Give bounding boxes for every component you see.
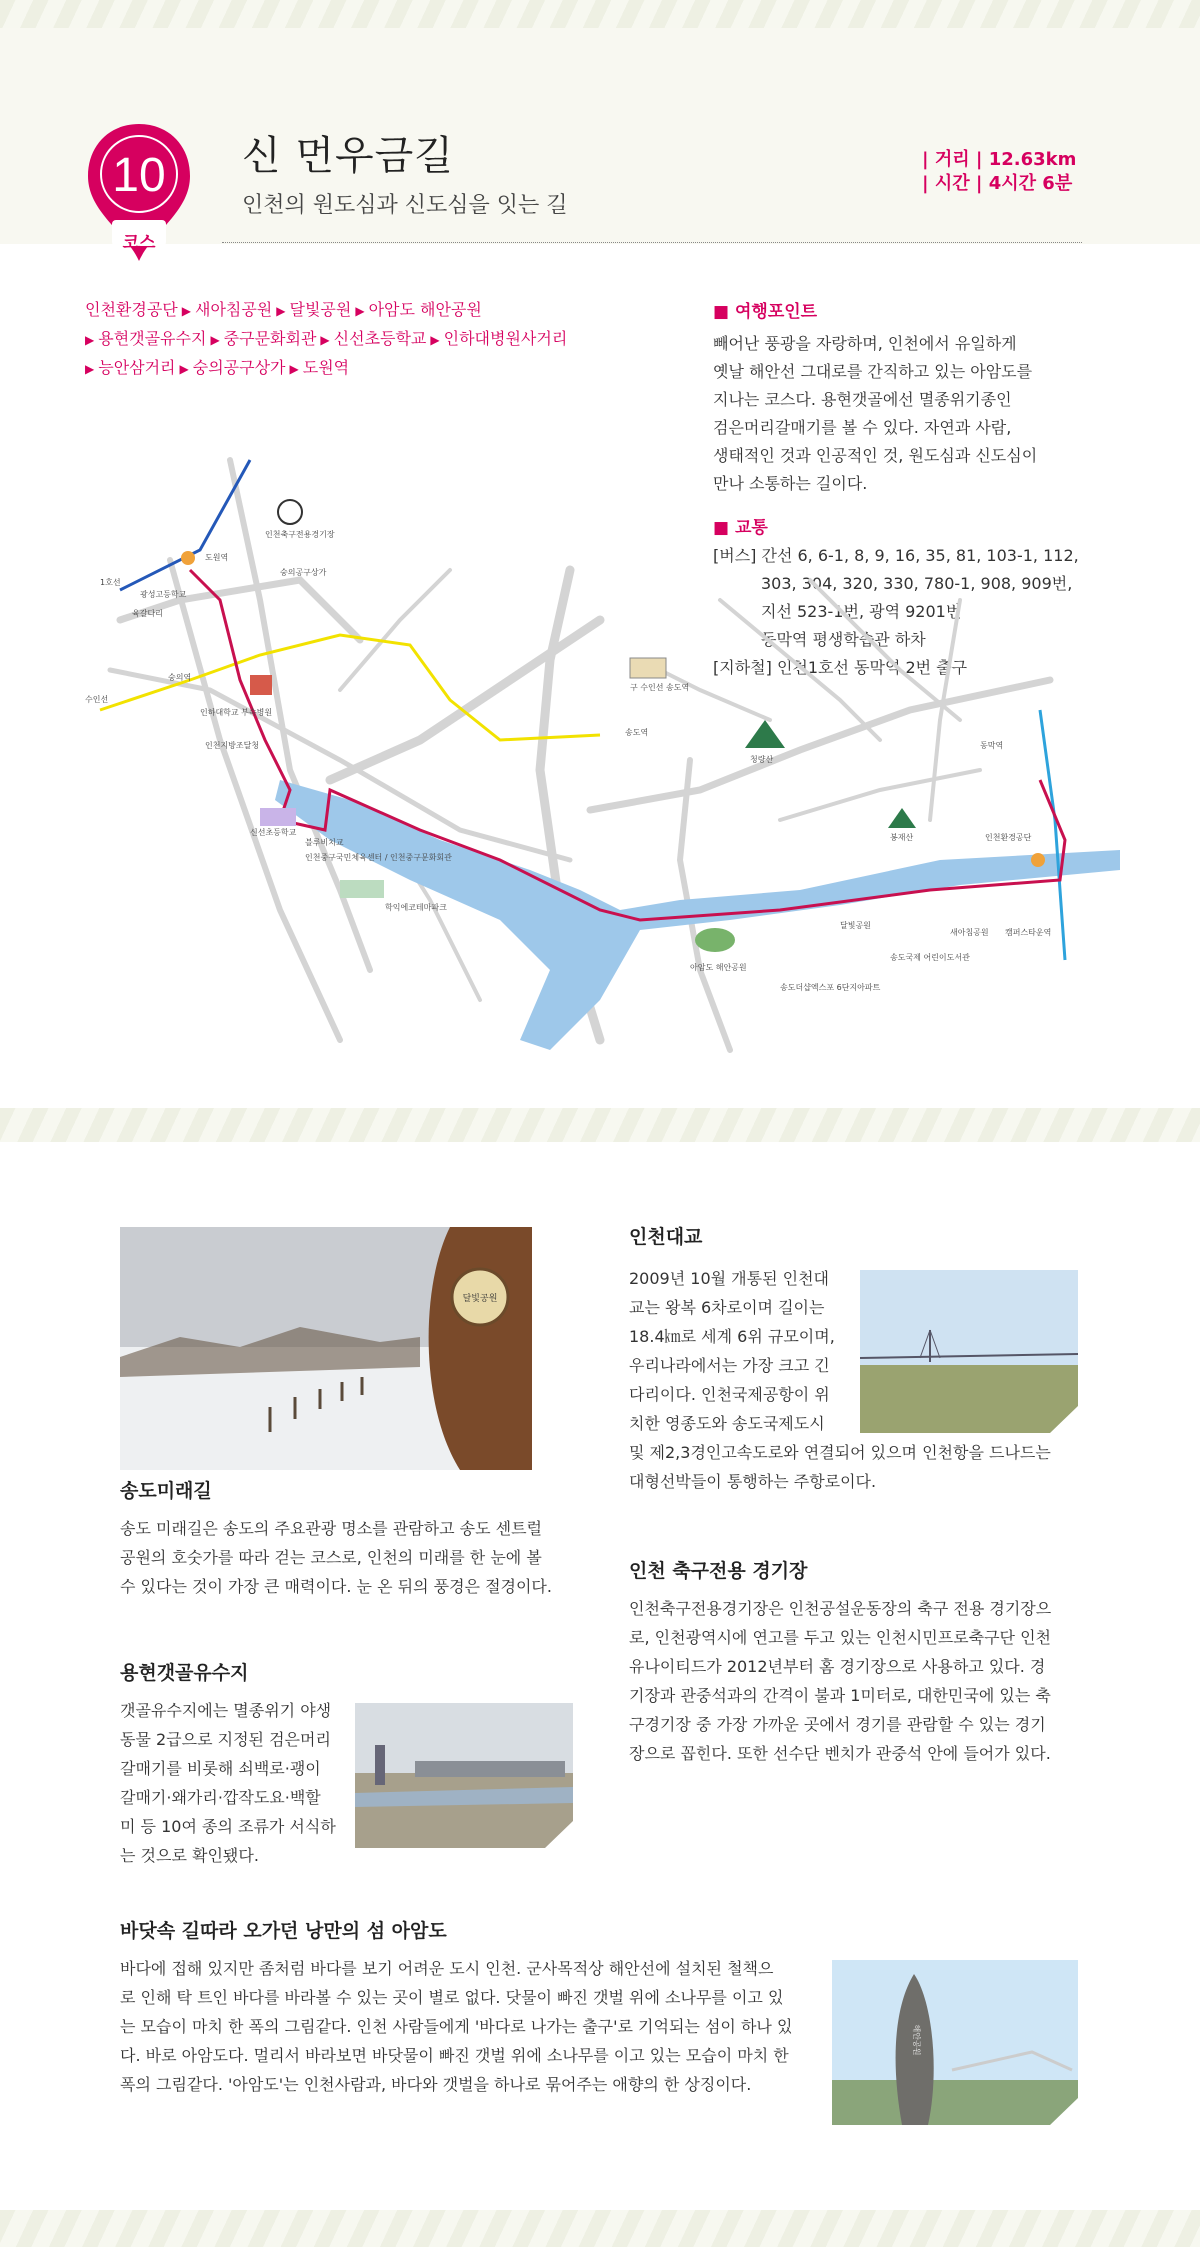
text-line: 18.4㎞로 세계 6위 규모이며,	[629, 1327, 835, 1346]
route-stop: 신선초등학교	[333, 329, 427, 348]
aamdo-title: 바닷속 길따라 오가던 낭만의 섬 아암도	[120, 1920, 447, 1942]
map-blue-rail-2	[1040, 710, 1065, 960]
text-line: 바다에 접해 있지만 좀처럼 바다를 보기 어려운 도시 인천. 군사목적상 해안선에 설치된 철책으	[120, 1959, 774, 1978]
incheon-bridge-body	[629, 1264, 859, 1438]
text-line: 치한 영종도와 송도국제도시	[629, 1414, 825, 1433]
map-label: 수인선	[85, 695, 109, 704]
text-line: 송도 미래길은 송도의 주요관광 명소를 관람하고 송도 센트럴	[120, 1519, 543, 1538]
arrow-right-icon: ▶	[181, 304, 191, 318]
soccer-ball-icon	[278, 500, 302, 524]
bus-line: 303, 304, 320, 330, 780-1, 908, 909번,	[761, 574, 1073, 593]
bridge-image	[860, 1270, 1078, 1433]
text-line: 수 있다는 것이 가장 큰 매력이다. 눈 온 뒤의 풍경은 절경이다.	[120, 1577, 552, 1596]
soccer-stadium-body	[629, 1594, 1089, 1768]
map-label: 봉재산	[890, 833, 914, 842]
travel-line: 생태적인 것과 인공적인 것, 원도심과 신도심이	[713, 446, 1038, 465]
text-line: 장으로 꼽힌다. 또한 선수단 벤치가 관중석 안에 들어가 있다.	[629, 1744, 1051, 1763]
travel-line: 지나는 코스다. 용현갯골에선 멸종위기종인	[713, 390, 1012, 409]
map-label: 달빛공원	[840, 921, 871, 930]
route-stop: 아암도 해안공원	[368, 300, 482, 319]
bus-line: 동막역 평생학습관 하차	[761, 630, 926, 649]
text-line: 미 등 10여 종의 조류가 서식하	[120, 1817, 336, 1836]
map-label: 인천축구전용경기장	[265, 530, 335, 539]
building-icon	[340, 880, 384, 898]
building-icon	[260, 808, 296, 826]
text-line: 동물 2급으로 지정된 검은머리	[120, 1730, 331, 1749]
map-yellow-rail	[100, 635, 600, 740]
arrow-right-icon: ▶	[320, 333, 330, 347]
text-line: 로 인해 탁 트인 바다를 바라볼 수 있는 곳이 별로 없다. 닷물이 빠진 갯벌 위에 소나무를 이고 있	[120, 1988, 784, 2007]
map-label: 숭의공구상가	[280, 568, 327, 577]
arrow-right-icon: ▶	[179, 362, 189, 376]
text-line: 대형선박들이 통행하는 주항로이다.	[629, 1472, 877, 1491]
park-sign-label: 달빛공원	[462, 1294, 498, 1304]
map-label: 인천중구국민체육센터 / 인천중구문화회관	[305, 853, 452, 862]
travel-line: 옛날 해안선 그대로를 간직하고 있는 아암도를	[713, 362, 1033, 381]
mountain-icon	[888, 808, 916, 828]
text-line: 2009년 10월 개통된 인천대	[629, 1269, 829, 1288]
end-marker-icon	[1031, 853, 1045, 867]
page-subtitle: 인천의 원도심과 신도심을 잇는 길	[242, 193, 568, 218]
text-line: 기장과 관중석과의 간격이 불과 1미터로, 대한민국에 있는 축	[629, 1686, 1051, 1705]
course-unit-label: 코스	[122, 233, 156, 253]
decorative-band-middle	[0, 1108, 1200, 1142]
route-stop: 중구문화회관	[223, 329, 317, 348]
arrow-right-icon: ▶	[276, 304, 286, 318]
map-label: 블루비치교	[305, 838, 344, 847]
wetland-image	[355, 1703, 573, 1848]
map-label: 송도역	[625, 728, 649, 737]
travel-line: 빼어난 풍광을 자랑하며, 인천에서 유일하게	[713, 334, 1017, 353]
map-label: 도원역	[205, 553, 229, 562]
text-line: 폭의 그림같다. '아암도'는 인천사람과, 바다와 갯벌을 하나로 묶어주는 애향의 한 상징이다.	[120, 2075, 752, 2094]
map-label: 동막역	[980, 741, 1004, 750]
text-line: 우리나라에서는 가장 크고 긴	[629, 1356, 830, 1375]
route-stop: 숭의공구상가	[192, 358, 286, 377]
arrow-right-icon: ▶	[210, 333, 220, 347]
incheon-bridge-body-wide	[629, 1438, 1089, 1496]
text-line: 갈매기·왜가리·깝작도요·백할	[120, 1788, 321, 1807]
text-line: 로, 인천광역시에 연고를 두고 있는 인천시민프로축구단 인천	[629, 1628, 1052, 1647]
route-stop: 새아침공원	[194, 300, 273, 319]
travel-line: 만나 소통하는 길이다.	[713, 474, 868, 493]
travel-line: 검은머리갈매기를 볼 수 있다. 자연과 사람,	[713, 418, 1012, 437]
subway-line: [지하철] 인천1호선 동막역 2번 출구	[713, 658, 968, 677]
aamdo-photo	[832, 1960, 1078, 2125]
text-line: 는 모습이 마치 한 폭의 그림같다. 인천 사람들에게 '바다로 나가는 출구'로 기억되는 섬이 하나 있	[120, 2017, 793, 2036]
yonghyeon-photo	[355, 1703, 573, 1848]
text-line: 인천축구전용경기장은 인천공설운동장의 축구 전용 경기장으	[629, 1599, 1052, 1618]
route-map	[80, 440, 1120, 1080]
building-icon	[630, 658, 666, 678]
text-line: 갯골유수지에는 멸종위기 야생	[120, 1701, 332, 1720]
map-label: 새아침공원	[950, 928, 989, 937]
aamdo-body	[120, 1954, 825, 2099]
incheon-bridge-photo	[860, 1270, 1078, 1433]
map-label: 아암도 해안공원	[690, 963, 747, 972]
decorative-band-bottom	[0, 2210, 1200, 2247]
page-title: 신 먼우금길	[242, 133, 454, 179]
course-number: 10	[112, 149, 166, 202]
text-line: 공원의 호숫가를 따라 걷는 코스로, 인천의 미래를 한 눈에 볼	[120, 1548, 542, 1567]
route-stop: 능안삼거리	[98, 358, 176, 377]
route-list	[85, 296, 685, 383]
map-label: 학익에코테마파크	[385, 903, 447, 912]
route-stop: 용현갯골유수지	[98, 329, 207, 348]
arrow-right-icon: ▶	[355, 304, 365, 318]
building-icon	[250, 675, 272, 695]
text-line: 는 것으로 확인됐다.	[120, 1846, 259, 1865]
transport-heading: ■ 교통	[713, 518, 768, 538]
map-label: 육갈다리	[132, 609, 163, 618]
incheon-bridge-title: 인천대교	[629, 1226, 703, 1248]
mountain-icon	[745, 720, 785, 748]
songdo-future-photo	[120, 1227, 532, 1470]
yonghyeon-body	[120, 1696, 360, 1870]
map-label: 1호선	[100, 578, 121, 587]
songdo-future-title: 송도미래길	[120, 1480, 212, 1502]
soccer-stadium-title: 인천 축구전용 경기장	[629, 1560, 808, 1582]
snow-park-image	[120, 1227, 532, 1470]
island-icon	[695, 928, 735, 952]
text-line: 교는 왕복 6차로이며 길이는	[629, 1298, 825, 1317]
route-stop: 도원역	[302, 358, 350, 377]
map-label: 광성고등학교	[140, 590, 187, 599]
text-line: 다. 바로 아암도다. 멀리서 바라보면 바닷물이 빠진 갯벌 위에 소나무를 이고 있는 모습이 마치 한	[120, 2046, 789, 2065]
decorative-band-top	[0, 0, 1200, 28]
header-divider	[222, 242, 1082, 243]
songdo-future-body	[120, 1514, 580, 1601]
yonghyeon-title: 용현갯골유수지	[120, 1662, 249, 1684]
text-line: 및 제2,3경인고속도로와 연결되어 있으며 인천항을 드나드는	[629, 1443, 1051, 1462]
travel-point-heading: ■ 여행포인트	[713, 302, 818, 322]
route-stop: 달빛공원	[289, 300, 352, 319]
map-label: 캠퍼스타운역	[1005, 928, 1052, 937]
stone-engraving-label: 해안공원	[912, 2024, 921, 2056]
map-label: 송도더샵엑스포 6단지아파트	[780, 983, 881, 992]
arrow-right-icon: ▶	[85, 333, 95, 347]
time-stat: | 시간 | 4시간 6분	[922, 173, 1073, 194]
map-label: 구 수인선 송도역	[630, 683, 690, 692]
text-line: 갈매기를 비롯해 쇠백로·괭이	[120, 1759, 321, 1778]
arrow-right-icon: ▶	[430, 333, 440, 347]
map-blue-rail	[120, 460, 250, 590]
text-line: 구경기장 중 가장 가까운 곳에서 경기를 관람할 수 있는 경기	[629, 1715, 1046, 1734]
map-label: 청량산	[750, 755, 774, 764]
map-label: 인천지방조달청	[205, 741, 260, 750]
distance-stat: | 거리 | 12.63km	[922, 149, 1077, 170]
route-stop: 인천환경공단	[85, 300, 178, 319]
map-label: 송도국제 어린이도서관	[890, 953, 970, 962]
arrow-right-icon: ▶	[85, 362, 95, 376]
arrow-right-icon: ▶	[289, 362, 299, 376]
map-label: 인천환경공단	[985, 833, 1032, 842]
map-label: 숭의역	[168, 673, 192, 682]
map-label: 인하대학교 부속병원	[200, 708, 273, 717]
bus-line: 지선 523-1번, 광역 9201번	[761, 602, 962, 621]
text-line: 다리이다. 인천국제공항이 위	[629, 1385, 830, 1404]
course-stats	[922, 148, 1076, 196]
text-line: 유나이티드가 2012년부터 홈 경기장으로 사용하고 있다. 경	[629, 1657, 1046, 1676]
map-label: 신선초등학교	[250, 828, 297, 837]
route-stop: 인하대병원사거리	[443, 329, 568, 348]
start-marker-icon	[181, 551, 195, 565]
bus-line: [버스] 간선 6, 6-1, 8, 9, 16, 35, 81, 103-1, 112,	[713, 546, 1079, 565]
stone-monument-image	[832, 1960, 1078, 2125]
